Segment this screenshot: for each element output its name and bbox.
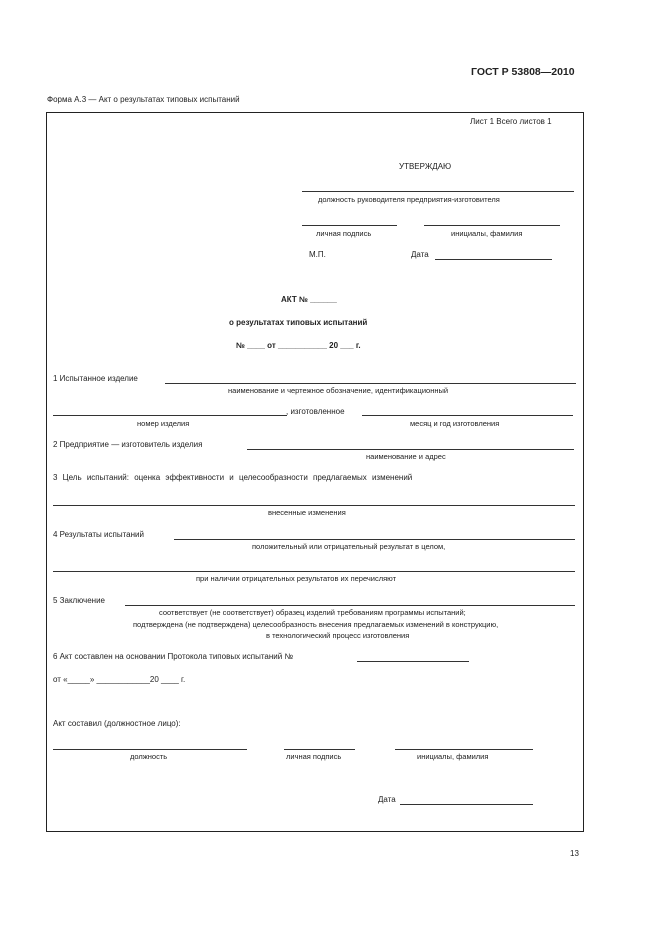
composed-by-label: Акт составил (должностное лицо): xyxy=(53,719,181,728)
approve-signature-line xyxy=(302,225,397,226)
seal-mark: М.П. xyxy=(309,250,326,259)
act-title: АКТ № ______ xyxy=(281,295,337,304)
item4-label: 4 Результаты испытаний xyxy=(53,530,144,539)
footer-date-line xyxy=(400,804,533,805)
footer-initials-hint: инициалы, фамилия xyxy=(417,752,489,761)
item3-hint: внесенные изменения xyxy=(268,508,346,517)
item6-label: 6 Акт составлен на основании Протокола типовых испытаний № xyxy=(53,652,294,661)
item4-line xyxy=(174,539,575,540)
item5-hint2: подтверждена (не подтверждена) целесообразность внесения предлагаемых изменений в конструкцию, xyxy=(133,620,499,629)
made-date-line xyxy=(362,415,573,416)
item6-date: от «_____» ____________20 ____ г. xyxy=(53,675,186,684)
footer-signature-line xyxy=(284,749,355,750)
sheet-info: Лист 1 Всего листов 1 xyxy=(470,117,552,126)
item5-hint3: в технологический процесс изготовления xyxy=(266,631,410,640)
item4-line2 xyxy=(53,571,575,572)
item5-hint1: соответствует (не соответствует) образец изделий требованиям программы испытаний; xyxy=(159,608,466,617)
footer-signature-hint: личная подпись xyxy=(286,752,342,761)
item4-hint2: при наличии отрицательных результатов их перечисляют xyxy=(196,574,397,583)
item3-line xyxy=(53,505,575,506)
item1-label: 1 Испытанное изделие xyxy=(53,374,138,383)
item-number-line xyxy=(53,415,287,416)
protocol-number-line xyxy=(357,661,469,662)
page-number: 13 xyxy=(570,849,579,858)
made-label: , изготовленное xyxy=(286,407,345,416)
act-subtitle: о результатах типовых испытаний xyxy=(229,318,368,327)
item4-hint1: положительный или отрицательный результат в целом, xyxy=(252,542,446,551)
item-number-hint: номер изделия xyxy=(137,419,190,428)
approve-initials-hint: инициалы, фамилия xyxy=(451,229,523,238)
approve-date-line xyxy=(435,259,552,260)
item2-line xyxy=(247,449,574,450)
item1-hint: наименование и чертежное обозначение, идентификационный xyxy=(228,386,449,395)
item3-label: 3 Цель испытаний: оценка эффективности и целесообразности предлагаемых изменений xyxy=(53,473,413,482)
item5-label: 5 Заключение xyxy=(53,596,105,605)
form-caption: Форма А.3 — Акт о результатах типовых испытаний xyxy=(47,95,240,104)
position-line xyxy=(302,191,574,192)
approve-title: УТВЕРЖДАЮ xyxy=(399,162,452,171)
footer-initials-line xyxy=(395,749,533,750)
footer-position-hint: должность xyxy=(130,752,168,761)
footer-date-label: Дата xyxy=(378,795,396,804)
approve-signature-hint: личная подпись xyxy=(316,229,372,238)
act-number-line: № ____ от ___________ 20 ___ г. xyxy=(236,341,361,350)
item1-line xyxy=(165,383,576,384)
standard-number: ГОСТ Р 53808—2010 xyxy=(471,66,575,78)
month-year-hint: месяц и год изготовления xyxy=(410,419,500,428)
item2-label: 2 Предприятие — изготовитель изделия xyxy=(53,440,203,449)
position-hint: должность руководителя предприятия-изготовителя xyxy=(318,195,500,204)
approve-date-label: Дата xyxy=(411,250,429,259)
footer-position-line xyxy=(53,749,247,750)
item5-line xyxy=(125,605,575,606)
approve-initials-line xyxy=(424,225,560,226)
item2-hint: наименование и адрес xyxy=(366,452,446,461)
